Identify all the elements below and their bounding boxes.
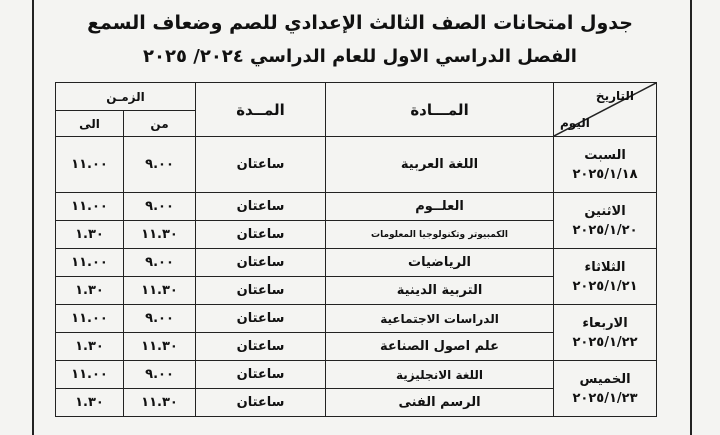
time-to-cell: ١.٣٠ [56,221,124,249]
time-to-cell: ١١.٠٠ [56,137,124,193]
day-name: الثلاثاء [584,259,626,275]
day-name: الخميس [579,371,631,387]
subject-cell: العلــوم [326,193,554,221]
day-cell [554,193,657,249]
day-date: ٢٠٢٥/١/٢٣ [572,390,638,406]
duration-cell: ساعتان [196,389,326,417]
subject-cell: التربية الدينية [326,277,554,305]
day-cell [554,249,657,305]
day-date: ٢٠٢٥/١/١٨ [572,166,638,182]
page-title: جدول امتحانات الصف الثالث الإعدادي للصم وضعاف السمع [87,12,633,34]
time-from-cell: ١١.٣٠ [124,389,196,417]
time-from-cell: ٩.٠٠ [124,305,196,333]
from-column-header: من [124,111,196,137]
day-cell [554,305,657,361]
time-from-cell: ٩.٠٠ [124,249,196,277]
day-column-label: اليوم [560,116,590,130]
duration-cell: ساعتان [196,193,326,221]
subject-cell: الدراسات الاجتماعية [326,305,554,333]
duration-cell: ساعتان [196,137,326,193]
day-name: الاربعاء [582,315,628,331]
time-to-cell: ١١.٠٠ [56,305,124,333]
time-from-cell: ١١.٣٠ [124,221,196,249]
time-to-cell: ١.٣٠ [56,389,124,417]
subject-cell: اللغة الانجليزية [326,361,554,389]
subject-column-header: المـــادة [326,83,554,137]
subject-cell: اللغة العربية [326,137,554,193]
table-row [56,361,657,389]
time-from-cell: ١١.٣٠ [124,333,196,361]
day-cell [554,137,657,193]
time-from-cell: ٩.٠٠ [124,137,196,193]
duration-cell: ساعتان [196,277,326,305]
day-date: ٢٠٢٥/١/٢٢ [572,334,638,350]
subject-cell: الرياضيات [326,249,554,277]
day-name: السبت [584,147,626,163]
duration-cell: ساعتان [196,305,326,333]
time-to-cell: ١.٣٠ [56,277,124,305]
time-column-header: الزمـن [56,83,196,111]
to-column-header: الى [56,111,124,137]
date-column-label: التاريخ [595,89,635,103]
time-to-cell: ١١.٠٠ [56,193,124,221]
duration-cell: ساعتان [196,333,326,361]
time-from-cell: ٩.٠٠ [124,193,196,221]
day-cell [554,361,657,417]
day-name: الاثنين [584,203,626,219]
duration-cell: ساعتان [196,361,326,389]
table-row [56,249,657,277]
table-row [56,137,657,193]
time-from-cell: ١١.٣٠ [124,277,196,305]
time-from-cell: ٩.٠٠ [124,361,196,389]
date-day-header [554,83,657,137]
page-subtitle: الفصل الدراسي الاول للعام الدراسي ٢٠٢٤/ ٢٠٢٥ [143,46,577,67]
time-to-cell: ١.٣٠ [56,333,124,361]
day-date: ٢٠٢٥/١/٢٠ [572,222,638,238]
duration-column-header: المــدة [196,83,326,137]
exam-schedule-table [55,82,657,417]
duration-cell: ساعتان [196,249,326,277]
table-row [56,305,657,333]
duration-cell: ساعتان [196,221,326,249]
table-row [56,193,657,221]
subject-cell: علم اصول الصناعة [326,333,554,361]
day-date: ٢٠٢٥/١/٢١ [572,278,638,294]
subject-cell: الكمبيوتر وتكنولوجيا المعلومات [326,221,554,249]
time-to-cell: ١١.٠٠ [56,361,124,389]
time-to-cell: ١١.٠٠ [56,249,124,277]
subject-cell: الرسم الفنى [326,389,554,417]
